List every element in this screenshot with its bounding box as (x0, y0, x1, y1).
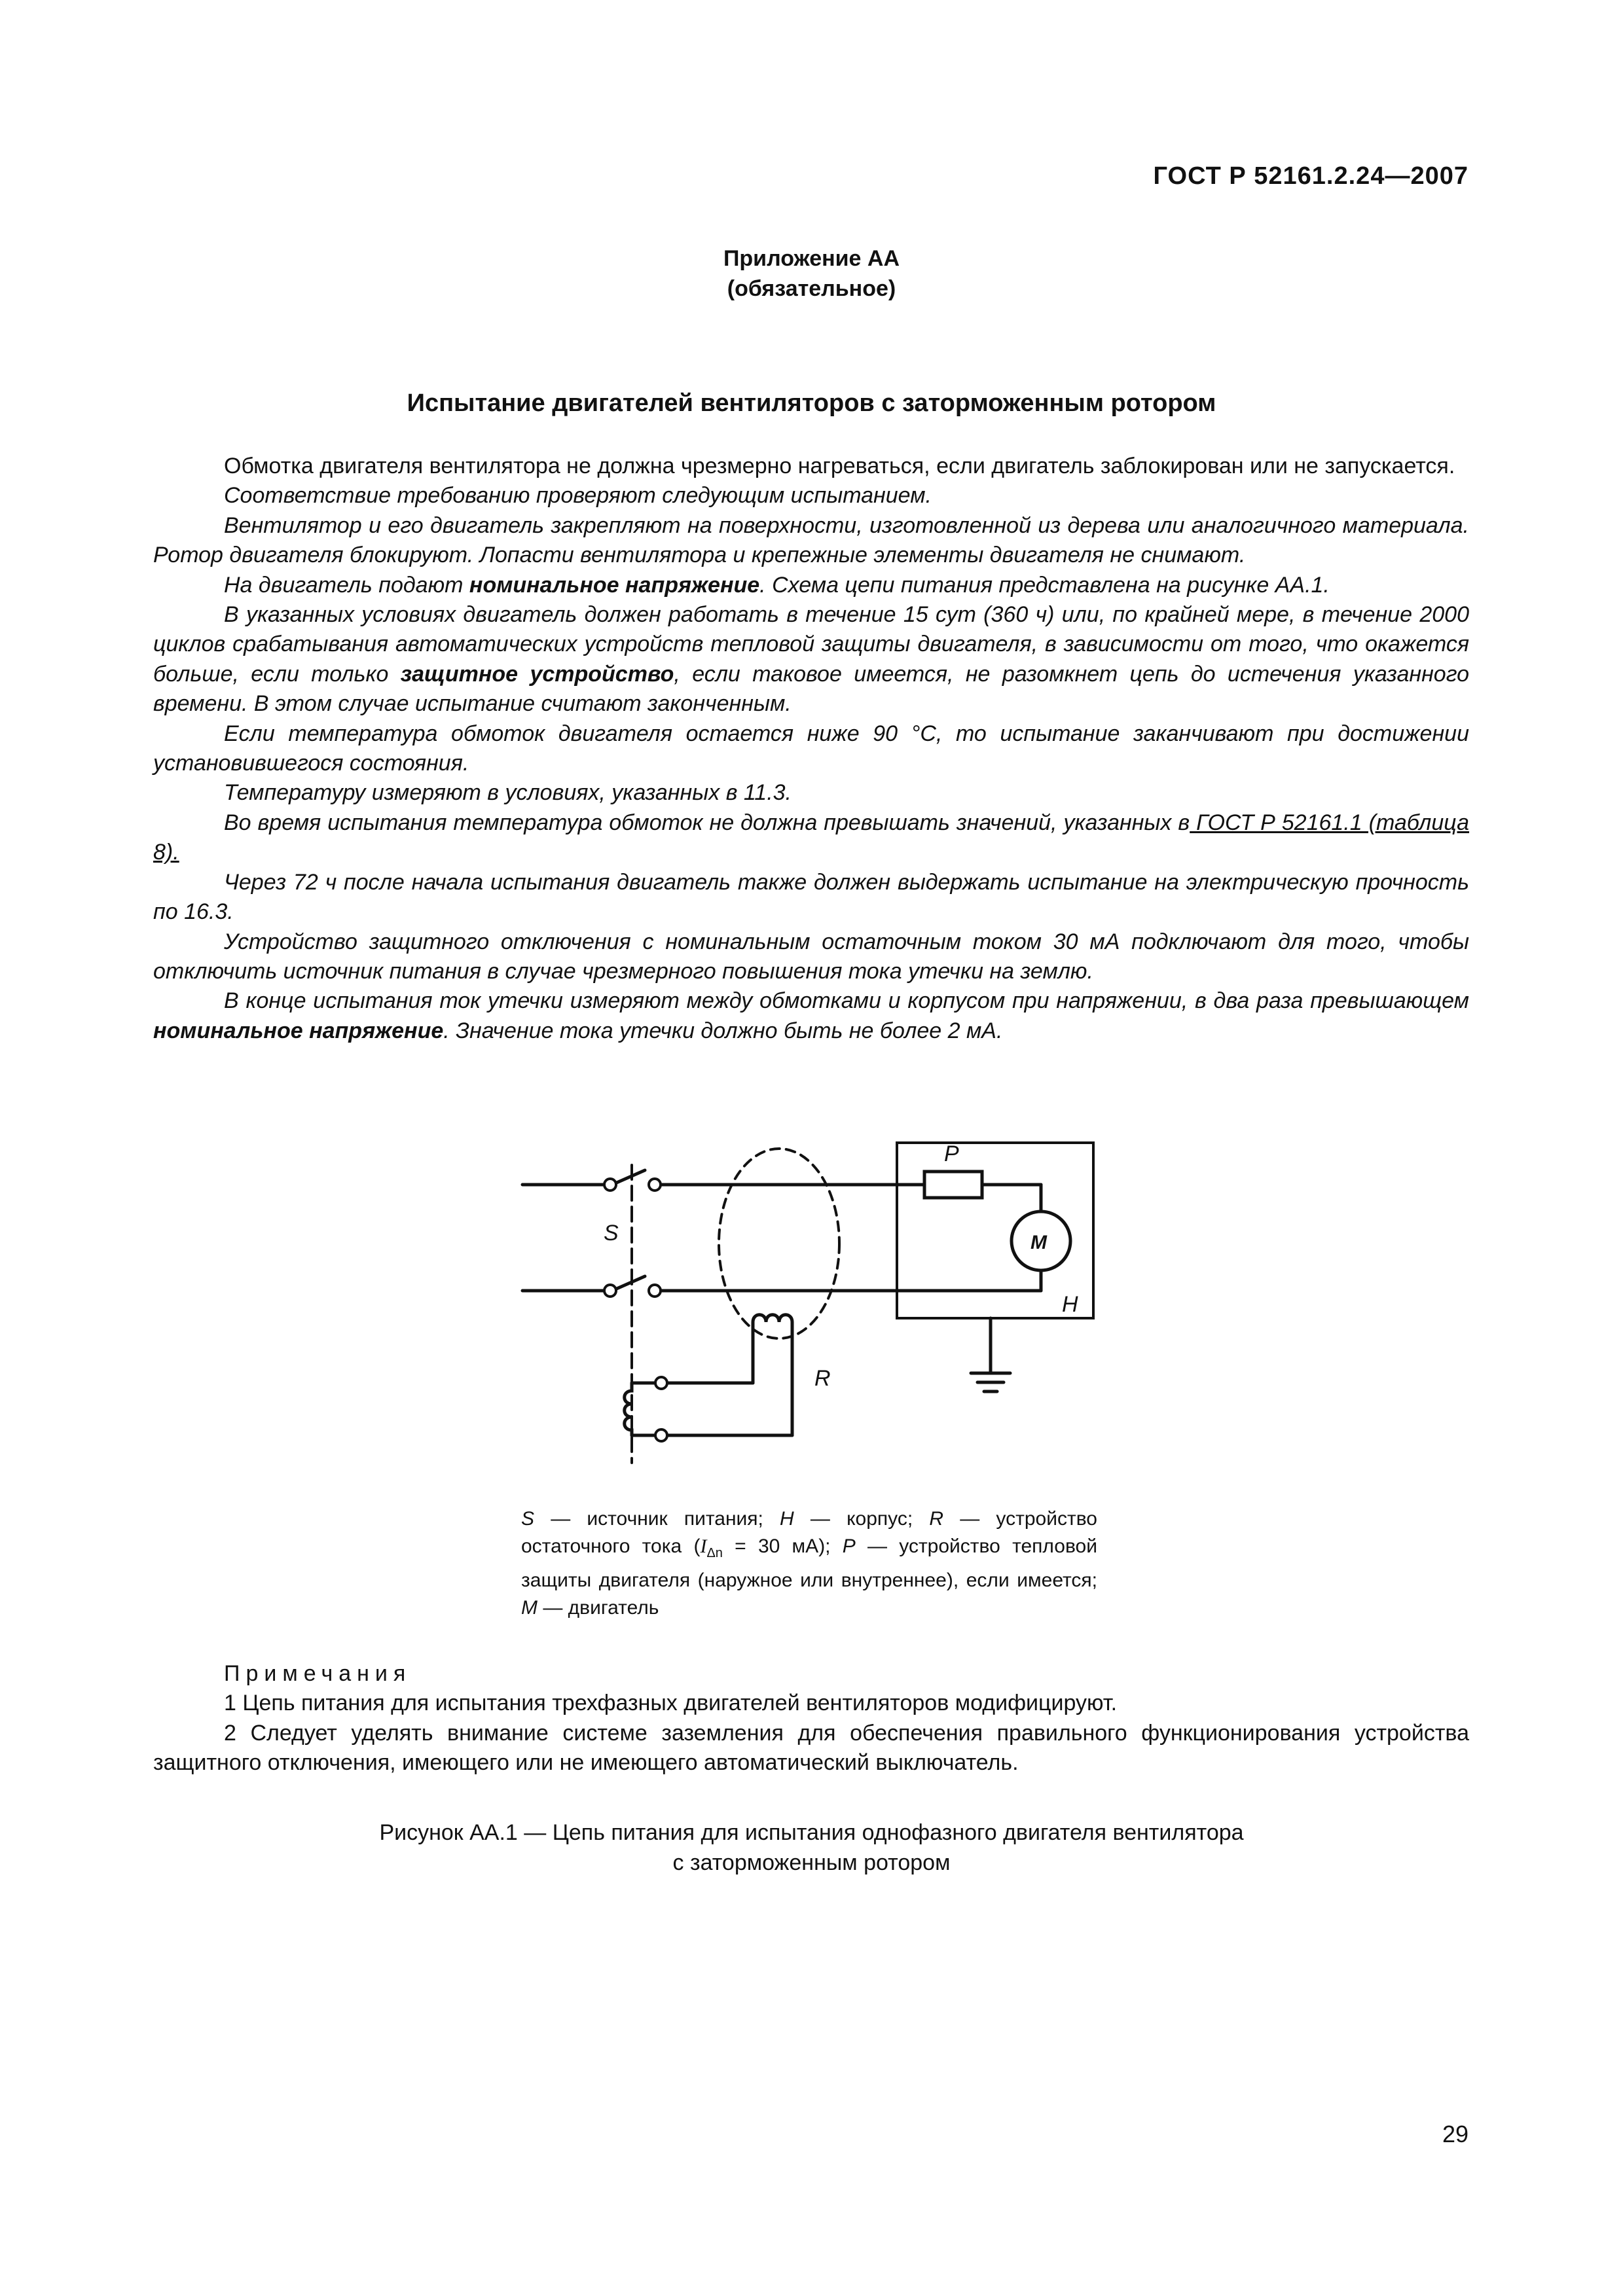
switch-lower-blade (612, 1276, 645, 1291)
legend-symbol: S (521, 1508, 535, 1530)
term-rated-voltage: номинальное напряжение (153, 1018, 444, 1043)
legend-text: — источник питания; (534, 1508, 780, 1530)
paragraph: Если температура обмоток двигателя остается ниже 90 °С, то испытание заканчивают при достижении установившегося состояния. (153, 721, 1469, 776)
switch-upper-blade (612, 1170, 645, 1185)
page-number: 29 (1442, 2121, 1468, 2147)
text-run: На двигатель подают (224, 572, 469, 598)
text-run: В указанных условиях двигатель должен работать в течение 15 сут (360 ч) или, по крайней мере, в течение 2000 циклов срабатывания автоматических устройств тепловой защиты двигателя, в зависимости от того, что окажется больше, если только (153, 602, 1469, 687)
note-item: 2 Следует уделять внимание системе заземления для обеспечения правильного функционирования устройства защитного отключения, имеющего или не имеющего автоматический выключатель. (153, 1720, 1469, 1776)
legend-text: — двигатель (538, 1597, 659, 1619)
text-run: Во время испытания температура обмоток не должна превышать значений, указанных в (224, 810, 1190, 835)
trip-terminal-top (655, 1377, 667, 1389)
document-code: ГОСТ Р 52161.2.24—2007 (1153, 162, 1468, 190)
text-run: . Схема цепи питания представлена на рисунке АА.1. (759, 572, 1330, 598)
label-h: H (1062, 1292, 1078, 1317)
paragraph: Обмотка двигателя вентилятора не должна чрезмерно нагреваться, если двигатель заблокирован или не запускается. (224, 454, 1455, 478)
switch-lower-contact-left (604, 1285, 616, 1297)
switch-upper-contact-right (649, 1179, 661, 1191)
legend-symbol: R (929, 1508, 944, 1530)
paragraph: Устройство защитного отключения с номинальным остаточным током 30 мА подключают для того, чтобы отключить источник питания в случае чрезмерного повышения тока утечки на землю. (153, 929, 1469, 984)
figure-legend (521, 1505, 1097, 1622)
text-run: , если таковое имеется, не разомкнет цепь до истечения указанного времени. В этом случае испытание считают законченным. (153, 661, 1469, 717)
legend-text: — корпус; (793, 1508, 930, 1530)
paragraph: Через 72 ч после начала испытания двигатель также должен выдержать испытание на электрическую прочность по 16.3. (153, 869, 1469, 925)
text-run: В конце испытания ток утечки измеряют между обмотками и корпусом при напряжении, в два раза превышающем (224, 988, 1469, 1014)
paragraph: Вентилятор и его двигатель закрепляют на поверхности, изготовленной из дерева или аналогичного материала. Ротор двигателя блокируют. Лопасти вентилятора и крепежные элементы двигателя не снимают. (153, 512, 1469, 568)
label-s: S (604, 1221, 619, 1246)
paragraph: Соответствие требованию проверяют следующим испытанием. (224, 483, 932, 509)
appendix-status: (обязательное) (727, 276, 896, 301)
notes (153, 1659, 1469, 1778)
label-m: M (1030, 1232, 1047, 1253)
term-protective-device: защитное устройство (400, 661, 674, 687)
switch-lower-contact-right (649, 1285, 661, 1297)
legend-symbol: H (780, 1508, 794, 1530)
note-item: 1 Цепь питания для испытания трехфазных двигателей вентиляторов модифицируют. (224, 1691, 1118, 1716)
legend-text: — устройство тепловой защиты двигателя (наружное или внутреннее), если имеется; (521, 1535, 1097, 1591)
caption-line: Рисунок АА.1 — Цепь питания для испытания однофазного двигателя вентилятора (379, 1820, 1244, 1845)
figure-caption (0, 1818, 1623, 1878)
label-p: P (944, 1141, 959, 1166)
legend-text: = 30 мА); (722, 1535, 843, 1557)
legend-subscript: Δn (706, 1546, 723, 1560)
switch-upper-contact-left (604, 1179, 616, 1191)
text-run: . Значение тока утечки должно быть не более 2 мА. (443, 1018, 1003, 1043)
trip-terminal-bottom (655, 1429, 667, 1441)
caption-line: с заторможенным ротором (672, 1850, 951, 1875)
legend-symbol: P (842, 1535, 856, 1557)
standard-reference-link[interactable]: ГОСТ Р 52161.1 (таблица 8). (153, 810, 1470, 865)
legend-symbol: M (521, 1597, 538, 1619)
notes-heading: Примечания (224, 1661, 412, 1686)
appendix-label: Приложение АА (723, 246, 900, 271)
label-r: R (814, 1366, 831, 1391)
paragraph: Температуру измеряют в условиях, указанных в 11.3. (224, 780, 792, 806)
section-title: Испытание двигателей вентиляторов с заторможенным ротором (407, 389, 1216, 417)
rcd-core-ellipse (719, 1149, 839, 1338)
legend-text: — устройство остаточного тока ( (521, 1508, 1097, 1557)
legend-symbol: I (700, 1535, 707, 1557)
thermal-protector-resistor (924, 1172, 982, 1198)
term-rated-voltage: номинальное напряжение (469, 572, 760, 598)
